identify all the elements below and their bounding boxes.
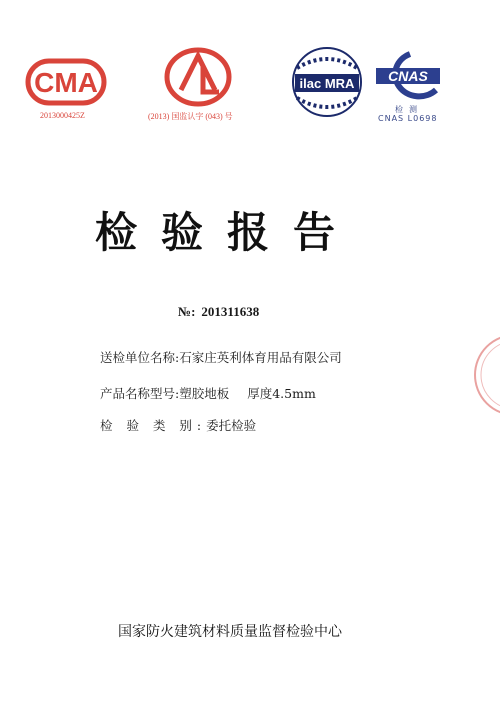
report-number-label: №:	[178, 304, 196, 319]
cnas-text: CNAS	[388, 68, 428, 84]
ilac-mra-text: ilac MRA	[299, 76, 355, 91]
issuer-name: 国家防火建筑材料质量监督检验中心	[118, 624, 342, 640]
ilac-mra-logo	[289, 42, 365, 120]
cnas-logo	[370, 50, 444, 102]
inspection-type-row	[100, 416, 256, 434]
product-label: 产品名称型号:	[100, 386, 180, 401]
red-seal-stamp	[470, 330, 500, 424]
cal-logo	[163, 46, 233, 108]
cnas-caption-cn: 检测	[395, 105, 423, 114]
report-number	[178, 304, 259, 320]
inspection-type-value: 委托检验	[206, 418, 257, 433]
cma-logo-text: CMA	[34, 67, 98, 98]
inspection-type-label: 检 验 类 别:	[100, 418, 207, 433]
report-number-value: 201311638	[201, 304, 260, 319]
product-row	[100, 384, 316, 402]
cma-logo	[25, 58, 107, 106]
client-unit-row	[100, 348, 342, 366]
cal-code: (2013) 国监认字 (043) 号	[148, 112, 233, 121]
cnas-caption-code: CNAS L0698	[378, 114, 438, 123]
client-unit-value: 石家庄英利体育用品有限公司	[179, 350, 342, 365]
product-thickness: 厚度4.5mm	[247, 386, 316, 401]
product-value: 塑胶地板	[179, 386, 230, 401]
cma-code: 2013000425Z	[40, 111, 85, 120]
client-unit-label: 送检单位名称:	[100, 350, 180, 365]
report-title: 检验报告	[95, 208, 360, 257]
